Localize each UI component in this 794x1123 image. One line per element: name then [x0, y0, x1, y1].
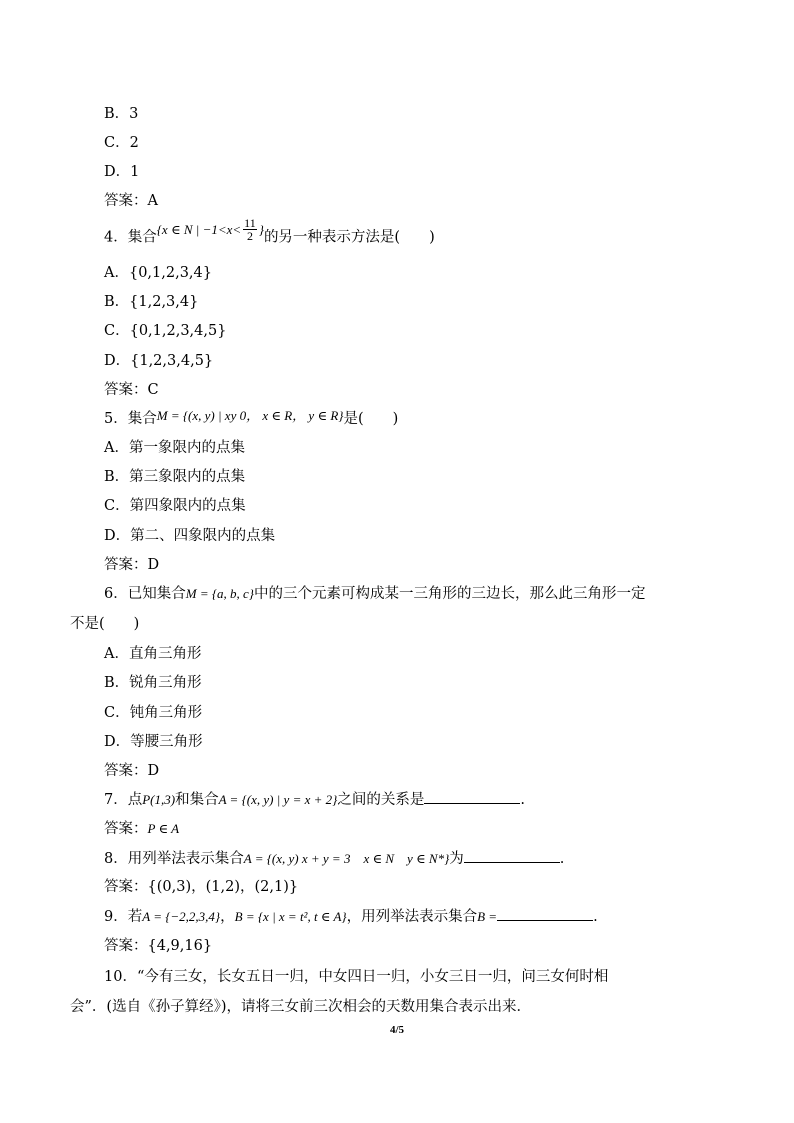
option-d: D．第二、四象限内的点集	[104, 528, 276, 544]
answer: 答案：{4,9,16}	[104, 938, 213, 954]
math-set-left: {x ∈ N | −1<x<	[156, 221, 242, 237]
question-text: 7．点	[104, 792, 143, 808]
question-text: ，	[220, 909, 235, 925]
question-5	[104, 409, 398, 429]
option-b: B．3	[104, 106, 139, 122]
answer: 答案：D	[104, 557, 160, 573]
math-expression: A = {(x, y) x + y = 3 x ∈ N y ∈ N*}	[243, 851, 450, 866]
question-4	[104, 216, 435, 250]
question-text: 为	[449, 851, 464, 867]
option-b: B．{1,2,3,4}	[104, 294, 199, 310]
math-expression: B =	[477, 909, 498, 924]
option-b: B．锐角三角形	[104, 675, 202, 691]
question-10: 10．“今有三女，长女五日一归，中女四日一归，小女三日一归，问三女何时相	[104, 969, 609, 985]
question-text: 是( )	[343, 411, 399, 427]
question-text: .	[593, 909, 598, 925]
question-text: 5．集合	[104, 411, 157, 427]
option-a: A．{0,1,2,3,4}	[104, 265, 212, 281]
question-text: 之间的关系是	[337, 792, 425, 808]
question-text: 中的三个元素可构成某一三角形的三边长，那么此三角形一定	[254, 586, 646, 602]
fraction-denominator: 2	[246, 229, 253, 243]
math-expression: P ∈ A	[147, 821, 180, 836]
question-10-continuation: 会”．(选自《孙子算经》)，请将三女前三次相会的天数用集合表示出来．	[70, 999, 531, 1015]
math-expression: P(1,3)	[142, 792, 176, 807]
question-text: 9．若	[104, 909, 143, 925]
answer: 答案：{(0,3)，(1,2)，(2,1)}	[104, 879, 299, 895]
question-7	[104, 789, 525, 810]
math-expression: M = {(x, y) | xy 0， x ∈ R， y ∈ R}	[156, 408, 344, 423]
option-a: A．直角三角形	[104, 646, 202, 662]
math-expression: M = {a, b, c}	[185, 586, 255, 601]
option-c: C．第四象限内的点集	[104, 498, 246, 514]
answer: 答案：D	[104, 763, 160, 779]
answer-label: 答案：	[104, 821, 148, 837]
question-text: .	[559, 851, 565, 867]
question-6	[104, 584, 646, 604]
fraction-numerator: 11	[244, 216, 256, 230]
option-c: C．2	[104, 135, 139, 151]
question-text: .	[520, 792, 525, 808]
question-9	[104, 906, 598, 927]
answer-blank[interactable]	[424, 789, 520, 804]
math-expression: B = {x | x = t², t ∈ A}	[234, 909, 347, 924]
option-c: C．钝角三角形	[104, 705, 203, 721]
answer: 答案：A	[104, 193, 158, 209]
answer: 答案：C	[104, 382, 159, 398]
answer-blank[interactable]	[497, 906, 593, 921]
math-expression: A = {−2,2,3,4}	[142, 909, 221, 924]
question-text: ，用列举法表示集合	[346, 909, 478, 925]
option-c: C．{0,1,2,3,4,5}	[104, 323, 227, 339]
math-expression: A = {(x, y) | y = x + 2}	[218, 792, 338, 807]
option-d: D．{1,2,3,4,5}	[104, 353, 214, 369]
question-text: 8．用列举法表示集合	[104, 851, 244, 867]
answer-blank[interactable]	[464, 848, 560, 863]
math-set-right: }	[258, 221, 264, 237]
option-b: B．第三象限内的点集	[104, 469, 246, 485]
question-text: 和集合	[175, 792, 219, 808]
question-text: 的另一种表示方法是( )	[263, 229, 435, 246]
page-number: 4/5	[389, 1024, 405, 1036]
option-a: A．第一象限内的点集	[104, 440, 245, 456]
option-d: D．等腰三角形	[104, 734, 203, 750]
question-8	[104, 848, 564, 869]
question-6-continuation: 不是( )	[70, 616, 140, 632]
answer	[104, 819, 179, 839]
question-text: 4．集合	[104, 229, 157, 246]
option-d: D．1	[104, 164, 140, 180]
question-text: 6．已知集合	[104, 586, 186, 602]
fraction	[243, 217, 257, 242]
